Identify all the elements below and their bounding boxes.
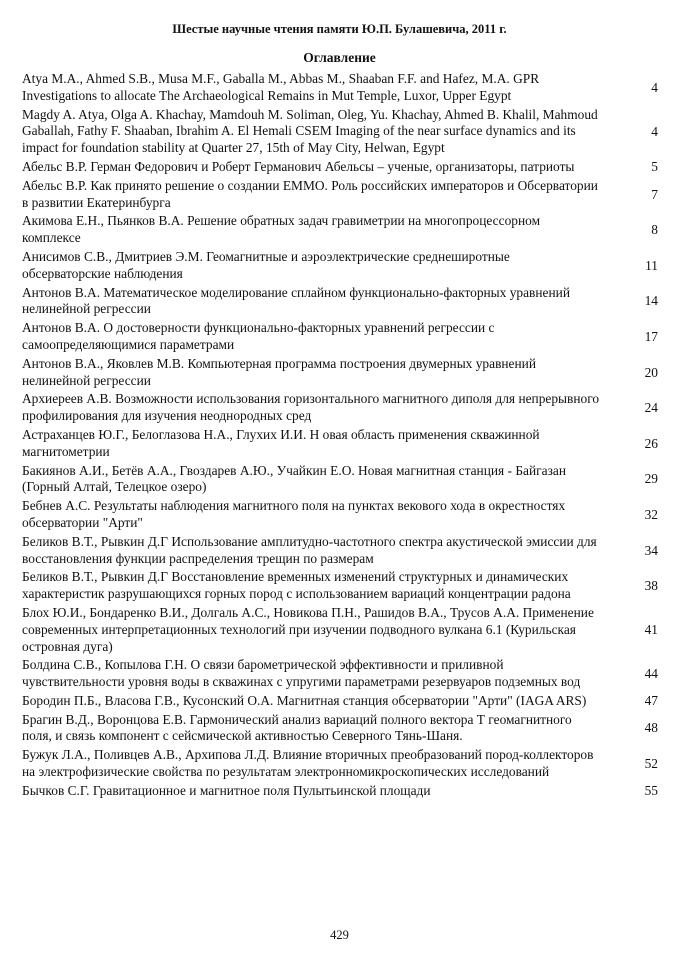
toc-entry-page: 55 [644, 783, 658, 799]
toc-entry [22, 693, 658, 710]
toc-entry-page: 29 [644, 471, 658, 487]
toc-entry-text: Беликов В.Т., Рывкин Д.Г Использование амплитудно-частотного спектра акустической эмиссии для восстановления функции распределения трещин по размерам [22, 533, 597, 566]
toc-entry [22, 463, 658, 497]
toc-entry-page: 32 [644, 506, 658, 522]
toc-entry-text: Atya M.A., Ahmed S.B., Musa M.F., Gaballa M., Abbas M., Shaaban F.F. and Hafez, M.A. GPR Investigations to allocate The Archaeological Remains in Mut Temple, Luxor, Upper Egypt [22, 71, 540, 103]
toc-entry-page: 44 [644, 666, 658, 682]
toc-entry-page: 20 [644, 364, 658, 380]
toc-entry-text: Бужук Л.А., Поливцев А.В., Архипова Л.Д. Влияние вторичных преобразований пород-коллекторов на электрофизические свойства по результатам электронномикроскопических исследований [22, 747, 594, 780]
toc-entry [22, 569, 658, 603]
toc-entry-text: Абельс В.Р. Как принято решение о создании ЕММО. Роль российских императоров и Обсерватории в развитии Екатеринбурга [22, 177, 598, 210]
toc-entry [22, 498, 658, 532]
toc-entry-text: Антонов В.А. О достоверности функционально-факторных уравнений регрессии с самоопределяющимися параметрами [22, 320, 495, 352]
toc-entry-page: 5 [651, 159, 658, 175]
toc-entry [22, 213, 658, 247]
toc-entry-page: 4 [651, 123, 658, 139]
toc-title: Оглавление [303, 50, 376, 65]
toc-entry [22, 605, 658, 655]
toc-entry-page: 34 [644, 542, 658, 558]
toc-entry-page: 17 [644, 328, 658, 344]
toc-entry-text: Блох Ю.И., Бондаренко В.И., Долгаль А.С., Новикова П.Н., Рашидов В.А., Трусов А.А. Применение современных интерпретационных технологий при изучении подводного вулкана 6.1 (Курильская островная дуга) [22, 604, 594, 654]
toc-entry-page: 24 [644, 400, 658, 416]
toc-entry-text: Антонов В.А., Яковлев М.В. Компьютерная программа построения двумерных уравнений нелинейной регрессии [22, 355, 536, 388]
toc-entry [22, 783, 658, 800]
toc-entry-page: 47 [644, 693, 658, 709]
toc-entry [22, 178, 658, 212]
toc-entry [22, 712, 658, 746]
toc-entry-page: 38 [644, 578, 658, 594]
toc-entry-page: 4 [651, 79, 658, 95]
toc-entry-text: Брагин В.Д., Воронцова Е.В. Гармонический анализ вариаций полного вектора Т геомагнитного поля, и связь компонент с сейсмической активностью Северного Тянь-Шаня. [22, 711, 572, 744]
table-of-contents [22, 71, 658, 802]
toc-entry-text: Magdy A. Atya, Olga A. Khachay, Mamdouh M. Soliman, Oleg, Yu. Khachay, Ahmed B. Khalil, Mahmoud Gaballah, Fathy F. Shaaban, Ibrahim A. El Hemali CSEM Imaging of the near surface dynamics and its impact for foundation stability at Quarter 27, 15th of May City, Helwan, Egypt [22, 106, 598, 156]
toc-entry [22, 107, 658, 157]
toc-entry-text: Бакиянов А.И., Бетёв А.А., Гвоздарев А.Ю., Учайкин Е.О. Новая магнитная станция - Байгазан (Горный Алтай, Телецкое озеро) [22, 462, 566, 495]
toc-entry-text: Болдина С.В., Копылова Г.Н. О связи барометрической эффективности и приливной чувствительности уровня воды в скважинах с упругими параметрами резервуаров подземных вод [22, 657, 581, 690]
toc-entry [22, 391, 658, 425]
toc-entry [22, 285, 658, 319]
toc-entry-page: 11 [645, 257, 658, 273]
toc-entry [22, 356, 658, 390]
toc-entry [22, 657, 658, 691]
toc-entry-text: Бебнев А.С. Результаты наблюдения магнитного поля на пунктах векового хода в окрестностях обсерватории "Арти" [22, 498, 566, 530]
toc-entry-text: Абельс В.Р. Герман Федорович и Роберт Германович Абельсы – ученые, организаторы, патриоты [22, 158, 575, 174]
toc-entry [22, 320, 658, 354]
toc-entry-page: 14 [644, 293, 658, 309]
toc-entry [22, 747, 658, 781]
toc-entry [22, 534, 658, 568]
toc-entry-page: 48 [644, 720, 658, 736]
running-header: Шестые научные чтения памяти Ю.П. Булашевича, 2011 г. [172, 22, 507, 36]
toc-entry-text: Бородин П.Б., Власова Г.В., Кусонский О.А. Магнитная станция обсерватории "Арти" (IAGA ARS) [22, 692, 587, 708]
toc-entry-text: Антонов В.А. Математическое моделирование сплайном функционально-факторных уравнений нелинейной регрессии [22, 284, 570, 317]
toc-entry [22, 249, 658, 283]
toc-entry-text: Архиереев А.В. Возможности использования горизонтального магнитного диполя для непрерывного профилирования для изучения неоднородных сред [22, 391, 600, 424]
toc-entry-page: 41 [644, 622, 658, 638]
toc-entry-page: 52 [644, 756, 658, 772]
toc-entry [22, 71, 658, 105]
toc-entry-page: 8 [651, 222, 658, 238]
toc-entry-text: Акимова Е.Н., Пьянков В.А. Решение обратных задач гравиметрии на многопроцессорном комплексе [22, 213, 541, 246]
toc-entry-text: Анисимов С.В., Дмитриев Э.М. Геомагнитные и аэроэлектрические среднеширотные обсерваторские наблюдения [22, 248, 510, 281]
toc-entry [22, 159, 658, 176]
page-number: 429 [330, 928, 349, 942]
toc-entry-text: Астраханцев Ю.Г., Белоглазова Н.А., Глухих И.И. Н овая область применения скважинной магнитометрии [22, 426, 540, 459]
toc-entry-page: 7 [651, 186, 658, 202]
toc-entry [22, 427, 658, 461]
toc-entry-text: Бычков С.Г. Гравитационное и магнитное поля Пулытьинской площади [22, 782, 431, 798]
toc-entry-text: Беликов В.Т., Рывкин Д.Г Восстановление временных изменений структурных и динамических характеристик разрушающихся горных пород с использованием вариаций концентрации радона [22, 569, 571, 602]
toc-entry-page: 26 [644, 435, 658, 451]
